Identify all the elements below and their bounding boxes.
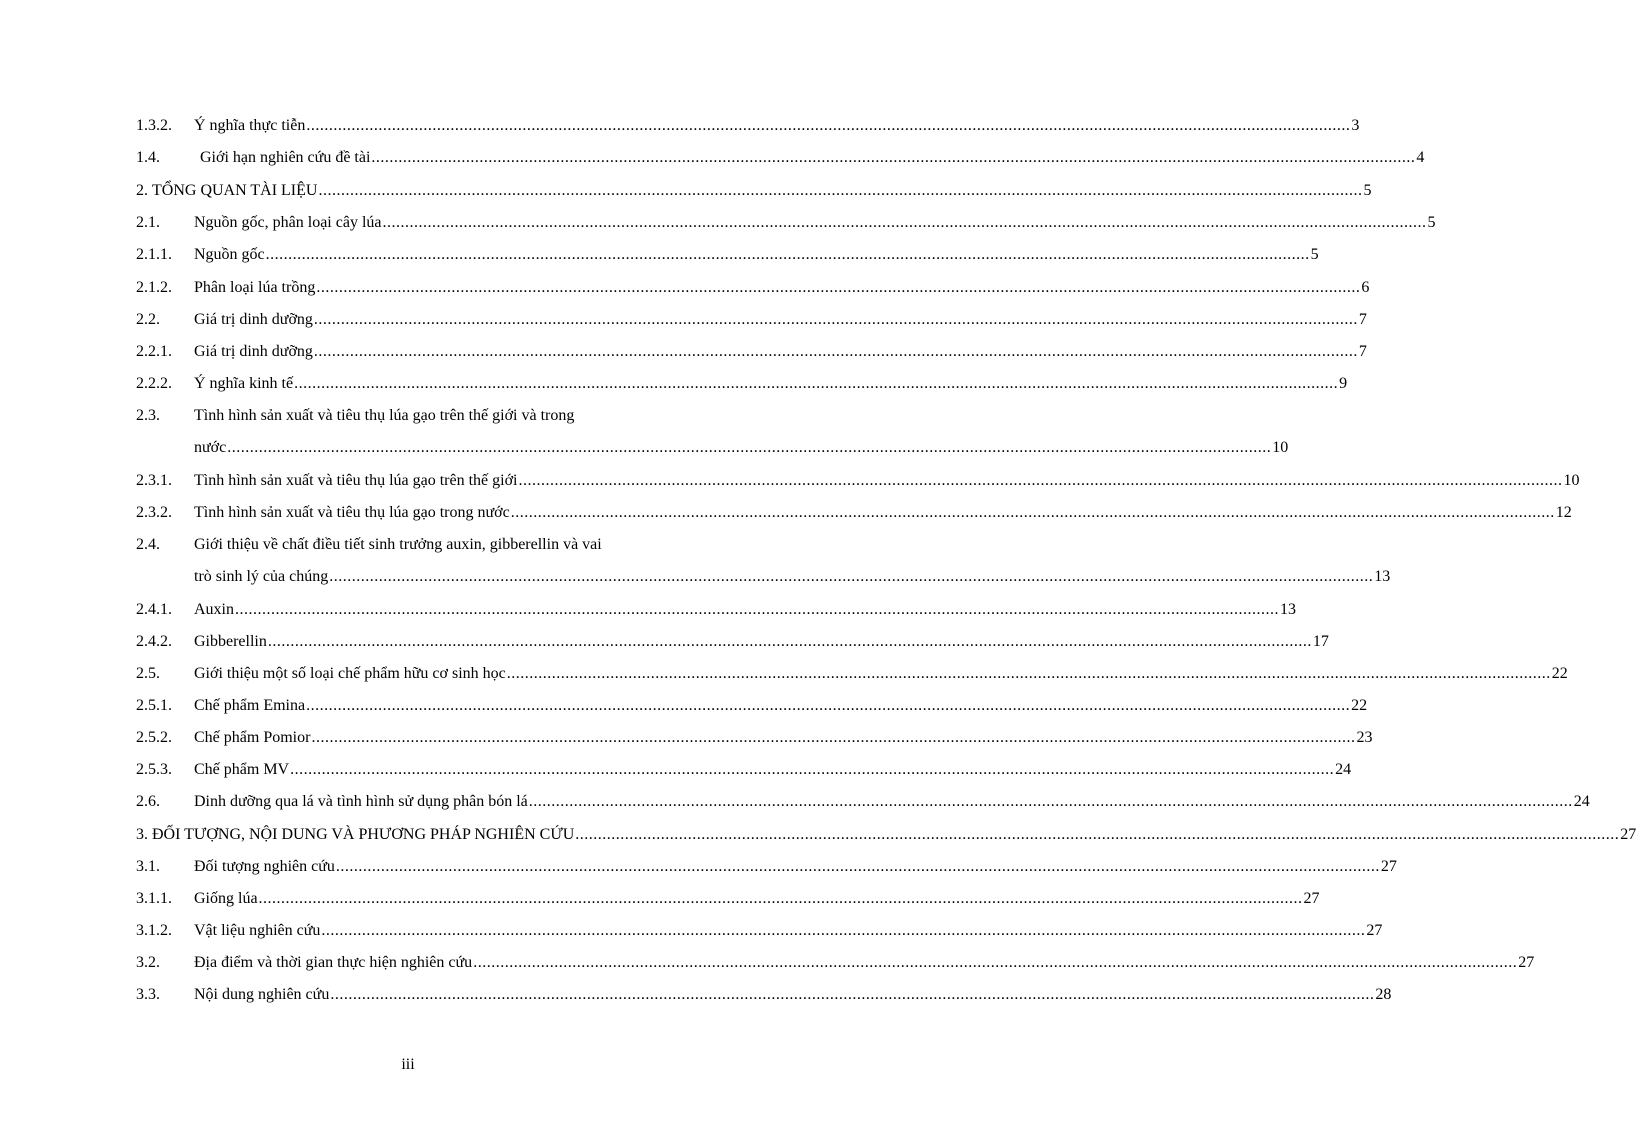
toc-entry-page: 27	[1303, 890, 1320, 907]
toc-entry[interactable]	[136, 953, 1535, 973]
toc-entry[interactable]	[136, 760, 1352, 780]
toc-entry-title: Đối tượng nghiên cứu	[194, 858, 335, 875]
toc-entry[interactable]	[136, 181, 1372, 201]
toc-entry-title: Phân loại lúa trồng	[194, 279, 316, 296]
toc-entry-page: 22	[1551, 665, 1568, 682]
toc-entry-page: 9	[1339, 375, 1348, 392]
toc-entry-title: Gibberellin	[194, 633, 267, 650]
toc-entry-page: 5	[1310, 246, 1319, 263]
toc-entry-number: 2.2.	[136, 311, 160, 328]
toc-entry-title: Tình hình sản xuất và tiêu thụ lúa gạo trong nước	[194, 504, 510, 521]
toc-entry-title: Nguồn gốc	[194, 246, 265, 263]
toc-entry-page: 24	[1335, 761, 1352, 778]
toc-entry-title: Nguồn gốc, phân loại cây lúa	[194, 214, 382, 231]
toc-entry-title: Giới thiệu một số loại chế phẩm hữu cơ sinh học	[194, 665, 506, 682]
toc-entry-number: 2.4.1.	[136, 601, 172, 618]
toc-entry-number: 2.5.1.	[136, 697, 172, 714]
toc-entry-title: Vật liệu nghiên cứu	[194, 922, 321, 939]
toc-entry-page: 24	[1573, 793, 1590, 810]
page-number: iii	[401, 1056, 415, 1073]
toc-entry[interactable]	[136, 471, 1580, 491]
toc-entry[interactable]	[136, 310, 1367, 330]
toc-entry-number: 2.4.	[136, 536, 160, 553]
toc-entry-number: 2.4.2.	[136, 633, 172, 650]
toc-entry-page: 17	[1312, 633, 1329, 650]
toc-entry-page: 27	[1620, 826, 1636, 843]
toc-entry[interactable]	[136, 889, 1320, 909]
toc-entry-page: 10	[1563, 472, 1580, 489]
toc-entry-number: 2.3.1.	[136, 472, 172, 489]
toc-entry-title: Nội dung nghiên cứu	[194, 986, 330, 1003]
toc-entry-page: 12	[1555, 504, 1572, 521]
toc-entry-page: 27	[1380, 858, 1397, 875]
toc-entry-title: ĐỐI TƯỢNG, NỘI DUNG VÀ PHƯƠNG PHÁP NGHIÊN CỨU	[152, 826, 575, 843]
toc-entry-title: Ý nghĩa kinh tế	[194, 375, 294, 392]
toc-entry-title: Giá trị dinh dưỡng	[194, 343, 313, 360]
toc-entry-page: 27	[1366, 922, 1383, 939]
toc-entry-title: Giới hạn nghiên cứu đề tài	[200, 149, 371, 166]
toc-entry-page: 6	[1361, 279, 1370, 296]
toc-entry-title: Giới thiệu về chất điều tiết sinh trưởng auxin, gibberellin và vai	[194, 536, 602, 553]
toc-entry-number: 2.2.1.	[136, 343, 172, 360]
toc-entry-page: 22	[1351, 697, 1368, 714]
toc-entry-number: 1.3.2.	[136, 117, 172, 134]
toc-entry[interactable]	[136, 985, 1392, 1005]
toc-entry-page: 7	[1358, 343, 1367, 360]
toc-entry[interactable]	[136, 664, 1568, 684]
toc-entry-page: 10	[1272, 439, 1289, 456]
toc-entry-title: Auxin	[194, 601, 234, 618]
toc-entry-number: 3.1.	[136, 858, 160, 875]
toc-entry-title: Chế phẩm MV	[194, 761, 290, 778]
toc-entry[interactable]	[136, 921, 1383, 941]
toc-entry[interactable]	[136, 600, 1296, 620]
toc-entry-title: Tình hình sản xuất và tiêu thụ lúa gạo trên thế giới	[194, 472, 518, 489]
toc-entry[interactable]	[136, 728, 1373, 748]
toc-entry-number: 2.5.	[136, 665, 160, 682]
toc-entry-number: 2.5.2.	[136, 729, 172, 746]
toc-entry-title: Dinh dưỡng qua lá và tình hình sử dụng phân bón lá	[194, 793, 528, 810]
toc-entry-number: 2.1.1.	[136, 246, 172, 263]
toc-entry-title: Ý nghĩa thực tiễn	[194, 117, 306, 134]
toc-entry-title: Giá trị dinh dưỡng	[194, 311, 313, 328]
toc-entry-page: 5	[1427, 214, 1436, 231]
toc-entry-page: 3	[1351, 117, 1360, 134]
toc-entry-page: 13	[1280, 601, 1296, 618]
toc-entry[interactable]	[136, 148, 1425, 168]
toc-entry[interactable]	[136, 278, 1370, 298]
toc-entry-page: 5	[1363, 182, 1372, 199]
toc-entry-page: 7	[1358, 311, 1367, 328]
toc-entry-title: Chế phẩm Pomior	[194, 729, 311, 746]
toc-entry-number: 2.6.	[136, 793, 160, 810]
toc-entry-title: Tình hình sản xuất và tiêu thụ lúa gạo trên thế giới và trong	[194, 407, 575, 424]
toc-entry[interactable]	[136, 406, 1289, 458]
toc-entry-page: 13	[1374, 568, 1391, 585]
toc-entry-number: 3.1.2.	[136, 922, 172, 939]
toc-entry-number: 3.3.	[136, 986, 160, 1003]
toc-entry[interactable]	[136, 857, 1397, 877]
toc-entry-page: 23	[1356, 729, 1373, 746]
toc-entry[interactable]	[136, 825, 1636, 845]
toc-entry-page: 4	[1416, 149, 1425, 166]
toc-entry-number: 2.3.2.	[136, 504, 172, 521]
toc-entry[interactable]	[136, 116, 1360, 136]
toc-entry[interactable]	[136, 374, 1348, 394]
toc-entry-title: Địa điểm và thời gian thực hiện nghiên cứu	[194, 954, 473, 971]
toc-entry[interactable]	[136, 696, 1368, 716]
toc-entry-title: Chế phẩm Emina	[194, 697, 306, 714]
toc-entry-number: 2.3.	[136, 407, 160, 424]
toc-entry[interactable]	[136, 342, 1367, 362]
toc-entry-number: 1.4.	[136, 149, 160, 166]
toc-entry[interactable]	[136, 503, 1572, 523]
toc-entry-number: 2.	[136, 182, 148, 199]
toc-entry[interactable]	[136, 535, 1391, 587]
toc-entry-page: 28	[1375, 986, 1392, 1003]
toc-entry-title-continued: trò sinh lý của chúng	[194, 568, 329, 585]
toc-entry-number: 2.1.	[136, 214, 160, 231]
toc-entry-number: 2.2.2.	[136, 375, 172, 392]
toc-entry-title: Giống lúa	[194, 890, 258, 907]
toc-entry-number: 2.1.2.	[136, 279, 172, 296]
toc-entry[interactable]	[136, 245, 1319, 265]
toc-entry-page: 27	[1518, 954, 1535, 971]
toc-entry-title-continued: nước	[194, 439, 227, 456]
toc-entry-number: 2.5.3.	[136, 761, 172, 778]
toc-entry-title: TỔNG QUAN TÀI LIỆU	[152, 182, 318, 199]
toc-entry-number: 3.	[136, 826, 148, 843]
toc-entry[interactable]	[136, 792, 1590, 812]
toc-entry[interactable]	[136, 213, 1436, 233]
toc-entry-number: 3.1.1.	[136, 890, 172, 907]
toc-entry-number: 3.2.	[136, 954, 160, 971]
toc-entry[interactable]	[136, 632, 1329, 652]
